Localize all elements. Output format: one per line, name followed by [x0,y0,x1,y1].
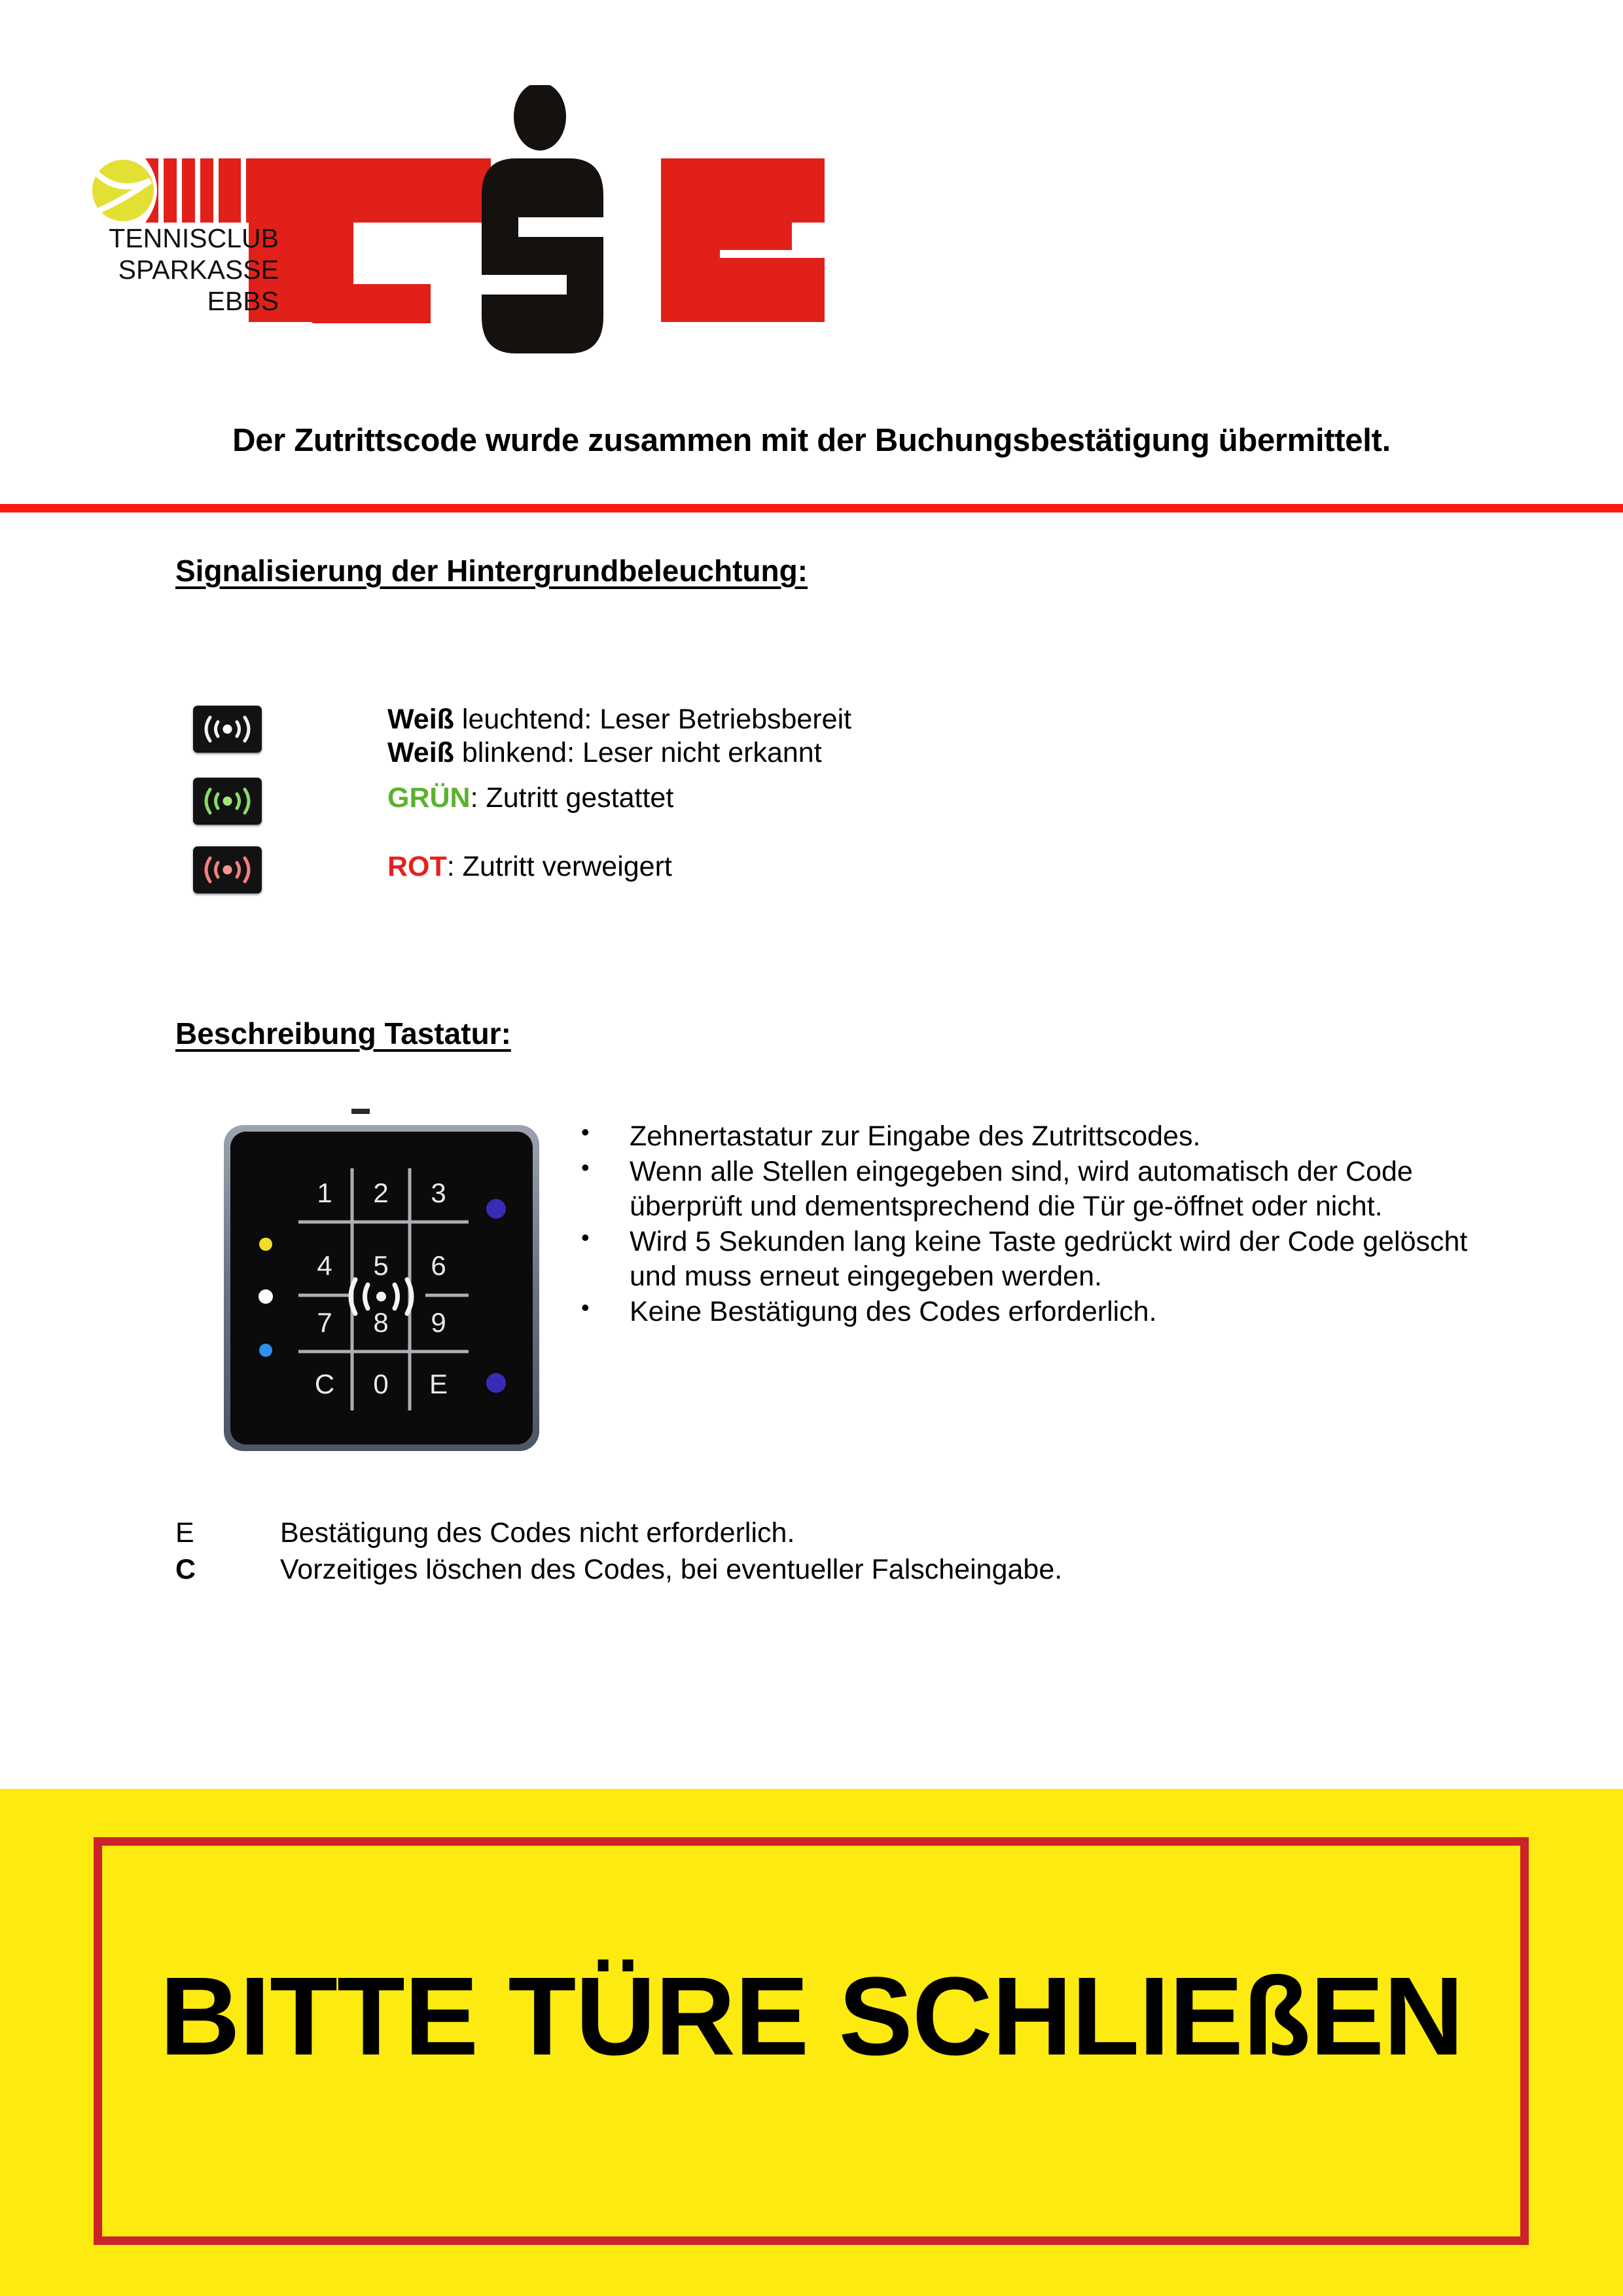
led-rest-weiss-2: blinkend: Leser nicht erkannt [454,736,822,768]
key-letter-c: C [175,1553,196,1585]
sparkasse-s-figure [482,85,603,353]
led-rest-gruen: : Zutritt gestattet [470,782,674,814]
logo-graphic [85,85,949,373]
svg-text:2: 2 [373,1177,389,1208]
list-item: • Wenn alle Stellen eingegeben sind, wird automatisch der Code überprüft und dementsprechend die Tür ge-öffnet oder nicht. [576,1155,1492,1223]
led-row-red [193,846,262,893]
access-code-note: Der Zutrittscode wurde zusammen mit der Buchungsbestätigung übermittelt. [232,423,1391,458]
led-label-rot: ROT [387,851,447,882]
club-logo [85,85,949,373]
keypad-section-heading: Beschreibung Tastatur: [175,1016,511,1050]
keypad-tick-mark [351,1109,370,1114]
svg-text:E: E [429,1369,448,1399]
keypad-device-image [221,1122,542,1456]
key-description-text-c: Vorzeitiges löschen des Codes, bei eventueller Falscheingabe. [280,1553,1063,1585]
key-description-row-c [175,1552,1419,1588]
led-row-green [193,778,262,825]
svg-text:4: 4 [317,1250,332,1281]
logo-line-tennisclub: TENNISCLUB [109,223,279,253]
rfid-wave-icon-green [193,778,262,825]
key-description-row-e [175,1515,1419,1552]
list-item: • Keine Bestätigung des Codes erforderlich. [576,1295,1492,1329]
rfid-wave-icon-red [193,846,262,893]
svg-text:C: C [314,1369,335,1399]
header-divider [0,504,1623,512]
signal-section-heading: Signalisierung der Hintergrundbeleuchtung: [175,554,808,588]
led-label-weiss-1: Weiß [387,704,454,735]
key-description-text-e: Bestätigung des Codes nicht erforderlich. [280,1517,795,1549]
key-letter-e: E [175,1517,194,1549]
banner-text: BITTE TÜRE SCHLIEßEN [160,1954,1463,2079]
svg-text:3: 3 [431,1177,446,1208]
svg-text:1: 1 [317,1177,332,1208]
key-description-list [175,1515,1419,1588]
svg-text:8: 8 [373,1307,389,1338]
led-label-gruen: GRÜN [387,782,471,814]
led-row-white [193,706,262,753]
svg-text:7: 7 [317,1307,332,1338]
led-text-green [387,781,673,815]
list-item: • Wird 5 Sekunden lang keine Taste gedrückt wird der Code gelöscht und muss erneut eingegeben werden. [576,1225,1492,1293]
svg-text:6: 6 [431,1250,446,1281]
tennis-ball-icon [92,160,154,221]
list-item: • Zehnertastatur zur Eingabe des Zutrittscodes. [576,1119,1492,1153]
svg-text:0: 0 [373,1369,389,1399]
svg-text:9: 9 [431,1307,446,1338]
led-rest-weiss-1: leuchtend: Leser Betriebsbereit [454,704,852,735]
led-rest-rot: : Zutritt verweigert [446,851,672,882]
keypad-bullet-list [576,1119,1492,1331]
logo-line-ebbs: EBBS [207,286,279,316]
led-text-white [387,703,851,769]
logo-line-sparkasse: SPARKASSE [118,255,279,285]
svg-text:5: 5 [373,1250,389,1281]
led-label-weiss-2: Weiß [387,736,454,768]
rfid-wave-icon-white [193,706,262,753]
led-text-red [387,850,672,884]
